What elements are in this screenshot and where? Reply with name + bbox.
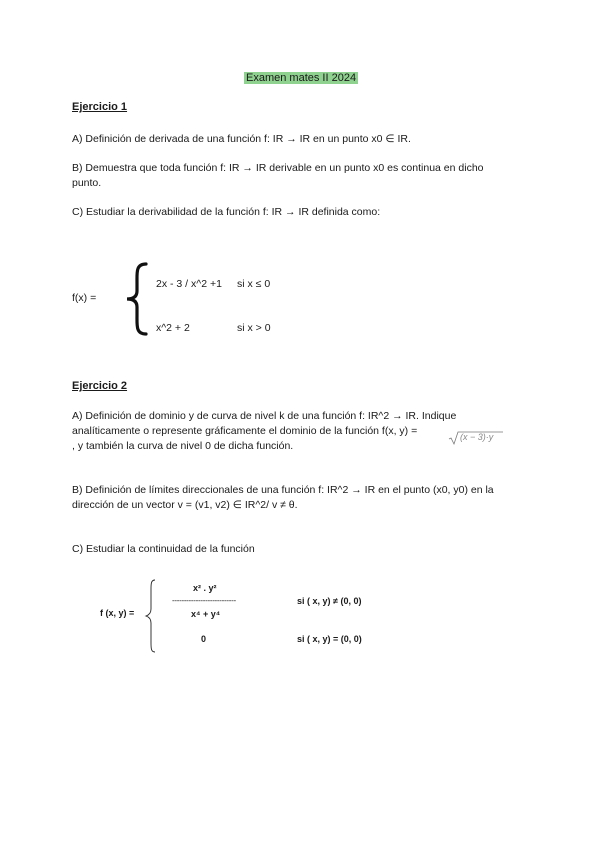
piecewise-2-denominator: x⁴ + y⁴ (191, 609, 221, 619)
curly-brace-icon (124, 262, 150, 336)
ejercicio-2-part-a-line3: , y también la curva de nivel 0 de dicha función. (72, 440, 294, 452)
ejercicio-2-heading: Ejercicio 2 (72, 380, 128, 392)
piecewise-2-case1-condition: si ( x, y) ≠ (0, 0) (297, 596, 362, 606)
piecewise-1-case1-expression: 2x - 3 / x^2 +1 (156, 278, 222, 290)
sqrt-formula-radicand: (x − 3)·y (460, 432, 494, 442)
piecewise-2-numerator: x² . y² (193, 583, 217, 593)
ejercicio-2-part-a-line2: analíticamente o represente gráficamente el dominio de la función f(x, y) = (72, 425, 418, 437)
piecewise-1-case2-expression: x^2 + 2 (156, 322, 190, 334)
ejercicio-1-part-a: A) Definición de derivada de una función f: IR → IR en un punto x0 ∈ IR. (72, 133, 411, 145)
document-title: Examen mates II 2024 (246, 72, 357, 84)
piecewise-1-case1-condition: si x ≤ 0 (237, 278, 271, 290)
piecewise-2-fraction-line: --------------------------- (172, 596, 236, 605)
piecewise-1-lhs: f(x) = (72, 292, 97, 304)
ejercicio-2-part-b-line2: dirección de un vector v = (v1, v2) ∈ IR^2/ v ≠ θ. (72, 499, 298, 511)
curly-brace-2-icon (144, 579, 158, 653)
piecewise-2-case2-expression: 0 (201, 634, 207, 644)
piecewise-1-case2-condition: si x > 0 (237, 322, 271, 334)
ejercicio-1-heading: Ejercicio 1 (72, 101, 128, 113)
ejercicio-2-part-b-line1: B) Definición de límites direccionales de una función f: IR^2 → IR en el punto (x0, y0) en la (72, 484, 494, 496)
ejercicio-2-part-a-line1: A) Definición de dominio y de curva de nivel k de una función f: IR^2 → IR. Indique (72, 410, 457, 422)
piecewise-2-lhs: f (x, y) = (100, 608, 135, 618)
ejercicio-1-part-b-line2: punto. (72, 177, 102, 189)
ejercicio-2-part-c: C) Estudiar la continuidad de la función (72, 543, 255, 555)
ejercicio-1-part-c: C) Estudiar la derivabilidad de la función f: IR → IR definida como: (72, 206, 381, 218)
ejercicio-1-part-b-line1: B) Demuestra que toda función f: IR → IR derivable en un punto x0 es continua en dicho (72, 162, 484, 174)
piecewise-2-case2-condition: si ( x, y) = (0, 0) (297, 634, 362, 644)
